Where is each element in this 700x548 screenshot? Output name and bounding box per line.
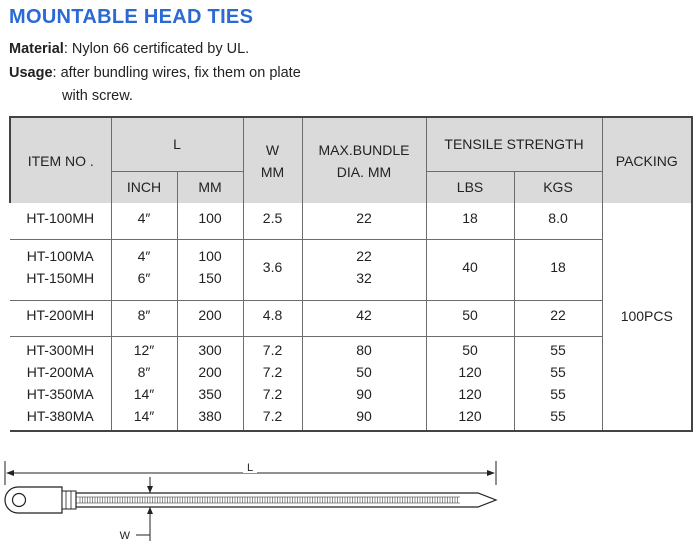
- cell-width: 3.6: [243, 240, 302, 294]
- header-width-bottom: MM: [260, 163, 285, 180]
- bundle-value: 50: [356, 364, 372, 381]
- mm-value: 300: [198, 342, 222, 359]
- tie-diagram: [0, 455, 700, 548]
- bundle-value: 32: [356, 269, 372, 286]
- cell-width-group: [243, 337, 302, 431]
- header-kgs: KGS: [514, 171, 602, 203]
- cell-lbs: 40: [426, 240, 514, 294]
- cell-item: HT-100MH: [26, 210, 95, 226]
- mm-value: 350: [198, 386, 222, 403]
- cell-bundle-group: [302, 337, 426, 431]
- cell-item-group: [10, 240, 111, 294]
- inch-value: 12″: [133, 342, 155, 359]
- spec-table: [9, 116, 693, 432]
- kgs-value: 55: [550, 408, 566, 425]
- cell-kgs: 22: [514, 300, 602, 330]
- usage-continuation: with screw.: [62, 88, 133, 104]
- cell-bundle: 42: [302, 300, 426, 330]
- cell-item-group: [10, 337, 111, 431]
- cell-lbs: 18: [426, 203, 514, 233]
- material-value: : Nylon 66 certificated by UL.: [63, 41, 250, 57]
- cell-inch-group: [111, 337, 177, 431]
- kgs-value: 55: [550, 342, 566, 359]
- bundle-value: 90: [356, 386, 372, 403]
- usage-line: [9, 65, 301, 81]
- usage-value: : after bundling wires, fix them on plate: [52, 65, 301, 81]
- cell-width: 2.5: [243, 203, 302, 233]
- item-no: HT-150MH: [26, 269, 95, 286]
- header-item-no: ITEM NO .: [10, 117, 111, 203]
- cell-packing: 100PCS: [602, 203, 692, 431]
- cell-inch: 8″: [111, 300, 177, 330]
- material-label: Material: [9, 41, 64, 57]
- material-line: [9, 41, 249, 57]
- cell-mm-group: [177, 337, 243, 431]
- width-value: 7.2: [262, 342, 283, 359]
- cell-mm-group: [177, 240, 243, 294]
- mm-value: 380: [198, 408, 222, 425]
- cell-kgs: 18: [514, 240, 602, 294]
- kgs-value: 55: [550, 386, 566, 403]
- lbs-value: 50: [462, 342, 478, 359]
- header-mm: MM: [177, 171, 243, 203]
- lbs-value: 120: [458, 386, 482, 403]
- cell-inch: 4″: [111, 203, 177, 233]
- width-value: 7.2: [262, 364, 283, 381]
- header-packing: PACKING: [602, 117, 692, 203]
- item-no: HT-350MA: [26, 386, 94, 403]
- mm-value: 150: [198, 269, 222, 286]
- item-no: HT-300MH: [26, 342, 95, 359]
- header-length: L: [111, 117, 243, 171]
- header-max-bundle-bottom: DIA. MM: [336, 163, 392, 180]
- cell-item: HT-200MH: [26, 307, 95, 324]
- header-inch: INCH: [111, 171, 177, 203]
- inch-value: 6″: [137, 269, 151, 286]
- inch-value: 14″: [133, 386, 155, 403]
- lbs-value: 120: [458, 408, 482, 425]
- item-no: HT-380MA: [26, 408, 94, 425]
- header-max-bundle: [302, 117, 426, 203]
- width-label: W: [119, 530, 130, 542]
- tie-strap: [76, 493, 496, 507]
- cell-bundle-group: [302, 240, 426, 294]
- kgs-value: 55: [550, 364, 566, 381]
- cell-inch-group: [111, 240, 177, 294]
- mm-value: 200: [198, 364, 222, 381]
- header-lbs: LBS: [426, 171, 514, 203]
- page-title: MOUNTABLE HEAD TIES: [9, 6, 254, 28]
- header-tensile-strength: TENSILE STRENGTH: [426, 117, 602, 171]
- usage-label: Usage: [9, 65, 53, 81]
- bundle-value: 22: [356, 247, 372, 264]
- cell-lbs-group: [426, 337, 514, 431]
- lbs-value: 120: [458, 364, 482, 381]
- bundle-value: 80: [356, 342, 372, 359]
- header-width-top: W: [265, 141, 280, 158]
- cell-bundle: 22: [302, 203, 426, 233]
- cell-kgs: 8.0: [514, 203, 602, 233]
- length-dimension: [5, 461, 496, 485]
- cell-kgs-group: [514, 337, 602, 431]
- item-no: HT-100MA: [26, 247, 94, 264]
- header-width: [243, 117, 302, 203]
- cell-mm: 200: [177, 300, 243, 330]
- width-dimension: [120, 477, 153, 542]
- header-max-bundle-top: MAX.BUNDLE: [318, 141, 410, 158]
- mounting-head-icon: [5, 487, 76, 513]
- inch-value: 14″: [133, 408, 155, 425]
- cell-width: 4.8: [243, 300, 302, 330]
- inch-value: 4″: [137, 247, 151, 264]
- length-label: L: [246, 462, 254, 474]
- item-no: HT-200MA: [26, 364, 94, 381]
- mm-value: 100: [198, 247, 222, 264]
- cell-lbs: 50: [426, 300, 514, 330]
- width-value: 7.2: [262, 386, 283, 403]
- cell-mm: 100: [177, 203, 243, 233]
- width-value: 7.2: [262, 408, 283, 425]
- inch-value: 8″: [137, 364, 151, 381]
- bundle-value: 90: [356, 408, 372, 425]
